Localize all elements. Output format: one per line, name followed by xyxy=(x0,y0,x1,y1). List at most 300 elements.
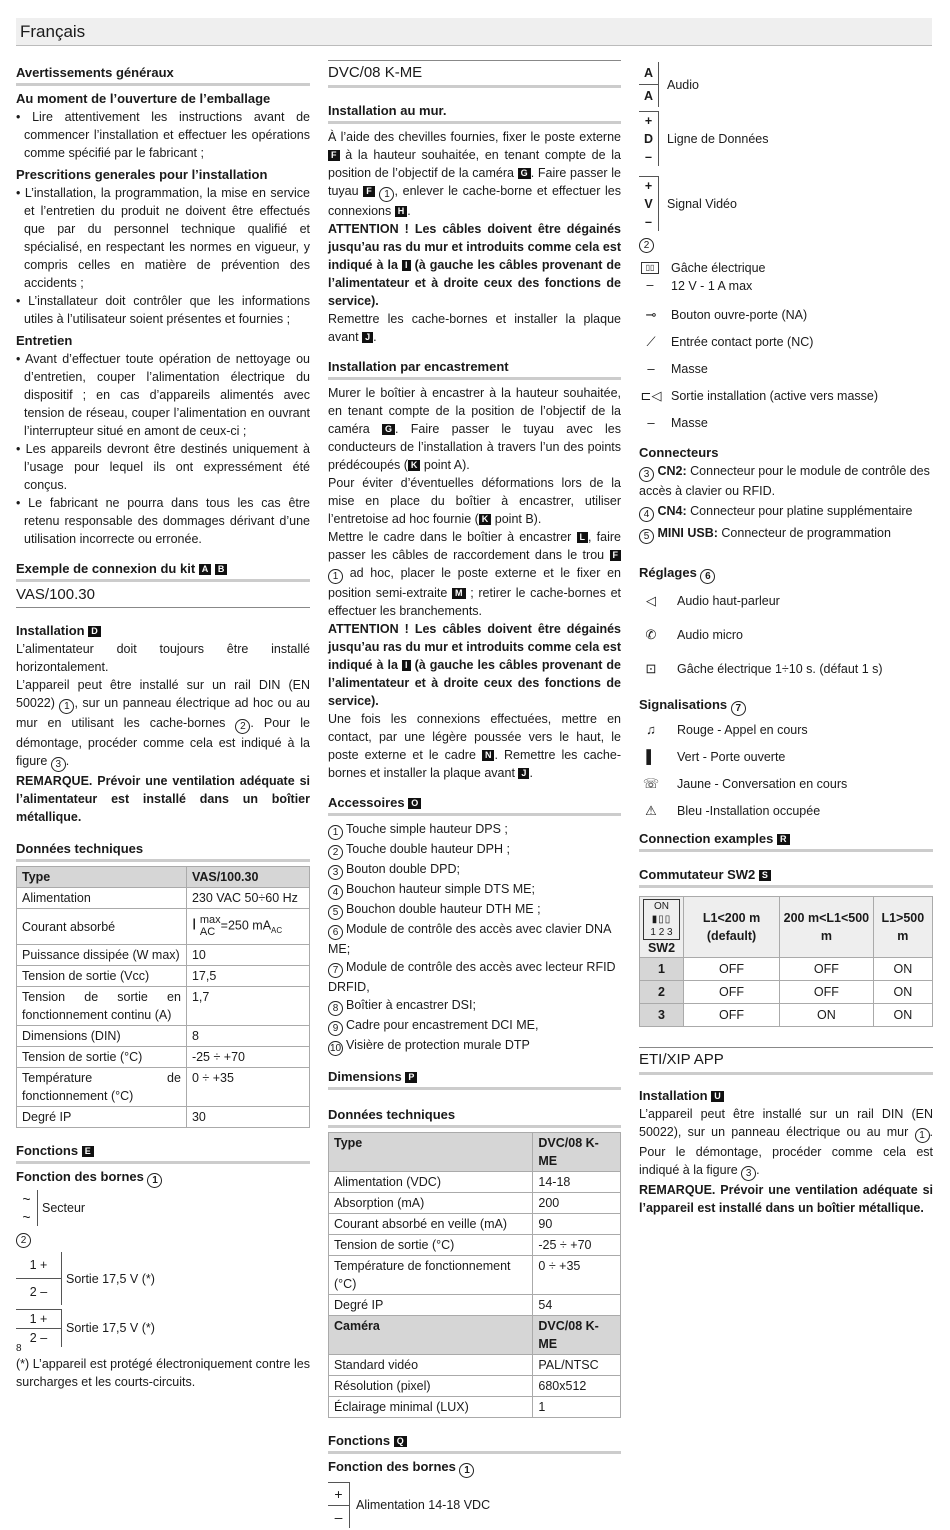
terminals-heading-2 xyxy=(328,1458,621,1478)
figure-tag: B xyxy=(215,564,228,575)
accessory-item xyxy=(328,860,621,880)
circled-number: 2 xyxy=(235,719,250,734)
flush-heading: Installation par encastrement xyxy=(328,358,621,380)
terminal-output-b xyxy=(16,1309,310,1347)
lock-icon: ⊡ xyxy=(645,661,657,676)
table-cell: Tension de sortie (°C) xyxy=(17,1047,187,1068)
accessories-heading-text: Accessoires xyxy=(328,795,405,810)
kit-heading-text: Exemple de connexion du kit xyxy=(16,561,196,576)
accessory-item xyxy=(328,840,621,860)
accessory-item xyxy=(328,920,621,958)
circled-number: 1 xyxy=(379,187,394,202)
text: Connecteur pour platine supplémentaire xyxy=(690,504,913,518)
signals-heading xyxy=(639,696,933,716)
circled-number: 1 xyxy=(459,1463,474,1478)
symbol-label: Masse xyxy=(671,415,708,430)
connectors-heading: Connecteurs xyxy=(639,445,719,460)
table-cell: 2 xyxy=(640,981,684,1004)
table-cell: ON xyxy=(873,958,932,981)
figure-tag: Q xyxy=(394,1436,407,1447)
circled-number: 7 xyxy=(731,701,746,716)
figure-tag: U xyxy=(711,1091,724,1102)
lock-icon: ▯▯ xyxy=(641,262,659,274)
text: CN2: xyxy=(657,464,687,478)
tilde-icon: ~ xyxy=(22,1191,31,1207)
table-cell: 30 xyxy=(186,1107,309,1128)
table-cell: Courant absorbé xyxy=(17,909,187,945)
dvc-title: DVC/08 K-ME xyxy=(328,60,621,88)
terminal-lock xyxy=(639,259,933,295)
bell-icon: ♫ xyxy=(646,721,656,737)
table-cell: OFF xyxy=(684,1004,780,1027)
symbol-label: Bouton ouvre-porte (NA) xyxy=(671,307,808,322)
terminal-symbol xyxy=(639,111,659,166)
table-cell: ON xyxy=(873,1004,932,1027)
text: , enlever le cache-borne et effectuer les connexions xyxy=(328,184,622,218)
text: – xyxy=(645,150,652,164)
list-item: • Avant d’effectuer toute opération de nettoyage ou d’entretien, couper l’alimentation électrique du dispositif ; en cas d’appareils alimentés avec tension de réseau, couper l’alimentation en ouvrant l’interrupteur situé en amont de ceux-ci ; xyxy=(16,350,310,440)
text: – xyxy=(646,278,654,292)
signal-row xyxy=(639,716,933,743)
figure-tag: F xyxy=(328,150,340,161)
signals-heading-text: Signalisations xyxy=(639,697,728,712)
switch-icon-cell xyxy=(640,897,684,958)
wall-text-2: Remettre les cache-bornes et installer la plaque avant J . xyxy=(328,312,621,344)
switch-table xyxy=(639,896,933,1027)
flush-text: Murer le boîtier à encastrer à la hauteur souhaitée, en tenant compte de la position de l’objectif de la caméra G . Faire passer le tuyau avec les conducteurs de l’installation à travers l’un des points prédécoupés ( K point A). xyxy=(328,386,621,472)
figure-tag: S xyxy=(759,870,771,881)
terminal-label: Sortie 17,5 V (*) xyxy=(66,1321,155,1335)
prescriptions-heading: Prescritions generales pour l’installation xyxy=(16,167,268,182)
circled-number: 4 xyxy=(328,885,343,900)
text: Connecteur pour le module de contrôle des accès à clavier ou RFID. xyxy=(639,464,930,498)
setting-label: Gâche électrique 1÷10 s. (défaut 1 s) xyxy=(677,662,883,676)
terminal-label: Secteur xyxy=(42,1201,86,1215)
table-cell: 1,7 xyxy=(186,987,309,1026)
signal-label: Bleu -Installation occupée xyxy=(677,803,821,818)
figure-tag: K xyxy=(408,460,421,471)
terminal-label: Sortie 17,5 V (*) xyxy=(66,1271,155,1286)
push-button-icon: ⊸ xyxy=(645,306,657,322)
signal-row xyxy=(639,770,933,797)
table-header: Caméra xyxy=(329,1316,533,1355)
accessory-item xyxy=(328,1036,621,1056)
text: L’alimentateur doit toujours être installé horizontalement. xyxy=(16,642,310,674)
accessory-label: Cadre pour encastrement DCI ME, xyxy=(346,1018,539,1032)
table-cell: 1 xyxy=(533,1397,621,1418)
text: 1 + xyxy=(16,1252,61,1279)
circled-number: 2 xyxy=(16,1233,31,1248)
signal-row xyxy=(639,743,933,770)
text: ; retirer le cache-bornes et effectuer les branchements. xyxy=(328,586,621,618)
accessory-label: Bouchon double hauteur DTH ME ; xyxy=(346,902,541,916)
door-icon: ▌ xyxy=(646,748,656,764)
tech-table xyxy=(16,866,310,1128)
page-header xyxy=(16,18,932,46)
table-cell: Standard vidéo xyxy=(329,1355,533,1376)
circled-number: 5 xyxy=(328,905,343,920)
list-item: • L’installation, la programmation, la mise en service et l’entretien du produit ne doivent être effectués que par du personnel technique qualifié et spécialisé, en respectant les normes en vigueur, y compris celles en matière de prévention des accidents ; xyxy=(16,184,310,292)
text: AC xyxy=(199,925,216,938)
table-header: DVC/08 K-ME xyxy=(533,1316,621,1355)
text: Faire passer le tuyau avec les conducteurs de l’installation à travers l’un des points prédécoupés ( xyxy=(328,422,621,472)
circled-number: 2 xyxy=(639,238,654,253)
installation-heading xyxy=(16,622,310,640)
column-middle xyxy=(328,60,621,1530)
text: 2 – xyxy=(29,1285,48,1299)
text: MINI USB: xyxy=(657,526,718,540)
table-cell: 17,5 xyxy=(186,966,309,987)
text: 1 2 3 xyxy=(650,927,673,938)
flush-text-4: Une fois les connexions effectuées, mettre en contact, par une légère poussée vers le haut, le poste externe et le cadre N . Remettre les cache-bornes et installer la plaque avant J . xyxy=(328,712,621,780)
text: ATTENTION ! Les câbles doivent être dégainés jusqu’au ras du mur et introduits comme cela est indiqué à la xyxy=(328,622,621,672)
eti-installation-text xyxy=(639,1105,933,1181)
ground-dash-icon: – xyxy=(647,414,655,430)
text: L’appareil peut être installé sur un rail DIN (EN 50022), sur un panneau électrique ou au mur xyxy=(639,1107,933,1139)
text: Mettre le cadre dans le boîtier à encastrer xyxy=(328,530,572,544)
talk-icon: ☏ xyxy=(642,775,660,791)
figure-tag: P xyxy=(405,1072,417,1083)
terminals-heading xyxy=(16,1168,310,1188)
figure-tag: N xyxy=(482,750,495,761)
table-cell: 10 xyxy=(186,945,309,966)
text: . xyxy=(756,1163,760,1177)
circled-number: 4 xyxy=(639,507,654,522)
switch-heading xyxy=(639,866,933,888)
unpack-heading: Au moment de l’ouverture de l’emballage xyxy=(16,91,271,106)
contact-icon: ⟋ xyxy=(646,333,656,349)
circled-number: 3 xyxy=(639,467,654,482)
accessory-item xyxy=(328,1016,621,1036)
text: . Pour le démontage, procéder comme cela est indiqué à la figure xyxy=(639,1125,934,1177)
accessory-label: Module de contrôle des accès avec lecteur RFID DRFID, xyxy=(328,960,616,994)
table-header: VAS/100.30 xyxy=(186,867,309,888)
text: – xyxy=(645,215,652,229)
table-cell: Température de fonctionnement (°C) xyxy=(17,1068,187,1107)
table-cell: Tension de sortie (°C) xyxy=(329,1235,533,1256)
table-cell: 14-18 xyxy=(533,1172,621,1193)
table-header: 200 m<L1<500 m xyxy=(780,897,874,958)
figure-tag: M xyxy=(452,588,466,599)
accessory-label: Touche simple hauteur DPS ; xyxy=(346,822,508,836)
installation-note: REMARQUE. Prévoir une ventilation adéquate si l’alimentateur est installé dans un boîtier métallique. xyxy=(16,774,310,824)
dip-switch-slots: ▮▯▯ xyxy=(651,914,672,925)
text: . Remettre les cache-bornes et installer la plaque avant xyxy=(328,748,621,780)
terminal-label: Alimentation 14-18 VDC xyxy=(356,1498,491,1512)
connection-examples-heading xyxy=(639,830,933,852)
figure-tag: O xyxy=(408,798,421,809)
table-cell: 3 xyxy=(640,1004,684,1027)
figure-tag: J xyxy=(518,768,529,779)
connector-item xyxy=(639,502,933,522)
figure-tag: I xyxy=(402,660,411,671)
accessory-label: Visière de protection murale DTP xyxy=(346,1038,530,1052)
text: CN4: xyxy=(657,504,687,518)
circled-number: 3 xyxy=(51,757,66,772)
text: . xyxy=(65,754,70,768)
table-cell: PAL/NTSC xyxy=(533,1355,621,1376)
flush-text-2 xyxy=(328,474,621,528)
accessory-label: Touche double hauteur DPH ; xyxy=(346,842,510,856)
footnote: (*) L’appareil est protégé électroniquement contre les surcharges et les courts-circuits. xyxy=(16,1357,310,1389)
text: 1 + xyxy=(16,1309,61,1329)
accessory-label: Module de contrôle des accès avec clavier DNA ME; xyxy=(328,922,611,956)
terminal-symbol xyxy=(639,260,661,294)
figure-tag: F xyxy=(610,550,622,561)
table-header: DVC/08 K-ME xyxy=(533,1133,621,1172)
text: (à gauche les câbles provenant de l’alimentateur et à droite ceux des fonctions de service). xyxy=(328,258,621,308)
kit-heading xyxy=(16,560,310,582)
circled-number: 9 xyxy=(328,1021,343,1036)
list-item: • L’installateur doit contrôler que les informations utiles à l’utilisateur soient présentes et fournies ; xyxy=(16,292,310,328)
table-cell: Absorption (mA) xyxy=(329,1193,533,1214)
dip-switch-icon xyxy=(643,899,680,940)
terminal-label xyxy=(671,259,766,295)
tilde-icon: ~ xyxy=(22,1209,31,1225)
text: SW2 xyxy=(647,941,676,955)
text: max xyxy=(199,913,221,926)
circled-number: 6 xyxy=(700,569,715,584)
figure-tag: D xyxy=(88,626,101,637)
table-cell: 0 ÷ +35 xyxy=(186,1068,309,1107)
table-cell: 0 ÷ +35 xyxy=(533,1256,621,1295)
installation-text xyxy=(16,640,310,772)
symbol-label: Sortie installation (active vers masse) xyxy=(671,388,879,403)
text: Installation xyxy=(639,1088,708,1103)
circled-number: 1 xyxy=(147,1173,162,1188)
text: 2 – xyxy=(29,1331,48,1345)
circled-number: 7 xyxy=(328,963,343,978)
figure-tag: H xyxy=(395,206,408,217)
circled-number: 1 xyxy=(328,569,343,584)
switch-heading-text: Commutateur SW2 xyxy=(639,867,756,882)
eti-installation-heading xyxy=(639,1087,933,1105)
accessory-label: Bouton double DPD; xyxy=(346,862,460,876)
settings-heading-text: Réglages xyxy=(639,565,697,580)
symbol-row xyxy=(639,328,933,355)
table-header: L1>500 m xyxy=(873,897,932,958)
signal-label: Rouge - Appel en cours xyxy=(677,722,808,737)
text: V xyxy=(644,197,653,211)
text: + xyxy=(639,176,658,195)
wall-attention xyxy=(328,220,621,310)
table-cell: 90 xyxy=(533,1214,621,1235)
table-cell: Tension de sortie en fonctionnement continu (A) xyxy=(17,987,187,1026)
list-item: • Lire attentivement les instructions avant de commencer l’installation et effectuer les opérations comme spécifié par le fabricant ; xyxy=(16,108,310,162)
text: 12 V - 1 A max xyxy=(671,279,753,293)
mic-icon: ✆ xyxy=(645,627,657,642)
terminal-output-a xyxy=(16,1252,310,1305)
figure-tag: K xyxy=(479,514,492,525)
accessories-heading xyxy=(328,794,621,816)
text: – xyxy=(334,1509,343,1525)
table-cell: OFF xyxy=(780,958,874,981)
ground-dash-icon: – xyxy=(647,360,655,376)
table-cell: 8 xyxy=(186,1026,309,1047)
figure-tag: L xyxy=(577,532,589,543)
text: =250 mA xyxy=(220,917,272,932)
terminal-label: Signal Vidéo xyxy=(667,196,737,211)
table-header: Type xyxy=(17,867,187,888)
setting-row xyxy=(639,652,933,686)
list-item: • Les appareils devront être destinés uniquement à l’usage pour lequel ils ont expressément été conçus. xyxy=(16,440,310,494)
busy-icon: ⚠ xyxy=(645,802,657,818)
accessory-item xyxy=(328,996,621,1016)
terminal-label: Audio xyxy=(667,77,699,92)
accessories-list xyxy=(328,820,621,1056)
symbol-label: Entrée contact porte (NC) xyxy=(671,334,814,349)
accessory-item xyxy=(328,958,621,996)
circled-number: 1 xyxy=(59,699,74,714)
settings-heading xyxy=(639,564,933,584)
text: Connecteur de programmation xyxy=(721,526,891,540)
text: ad hoc, placer le poste externe et le fixer en position semi-extraite xyxy=(328,566,621,600)
wall-text xyxy=(328,128,621,220)
language-title: Français xyxy=(20,22,86,41)
functions-heading-2 xyxy=(328,1432,621,1454)
table-cell: Dimensions (DIN) xyxy=(17,1026,187,1047)
dimensions-heading-text: Dimensions xyxy=(328,1069,402,1084)
functions-heading-text: Fonctions xyxy=(328,1433,391,1448)
table-cell: 230 VAC 50÷60 Hz xyxy=(186,888,309,909)
text: (à gauche les câbles provenant de l’alimentateur et à droite ceux des fonctions de service). xyxy=(328,658,621,708)
connection-examples-text: Connection examples xyxy=(639,831,774,846)
setting-row xyxy=(639,618,933,652)
circled-number: 3 xyxy=(328,865,343,880)
text: A xyxy=(639,62,658,85)
terminal-symbol xyxy=(16,1309,62,1347)
eti-note: REMARQUE. Prévoir une ventilation adéquate si l’appareil est installé dans un boîtier métallique. xyxy=(639,1183,933,1215)
setting-label: Audio haut-parleur xyxy=(677,594,780,608)
circled-number: 5 xyxy=(639,529,654,544)
circled-number: 6 xyxy=(328,925,343,940)
page-number: 8 xyxy=(16,1343,22,1354)
table-cell: 680x512 xyxy=(533,1376,621,1397)
table-cell: ON xyxy=(780,1004,874,1027)
text: point B). xyxy=(494,512,542,526)
text: Pour éviter d’éventuelles déformations lors de la mise en place du boîtier à encastrer, utiliser l’entretoise ad hoc fournie ( xyxy=(328,476,621,526)
tech-table-2 xyxy=(328,1132,621,1418)
text: + xyxy=(328,1482,349,1506)
text: Remettre les cache-bornes et installer la plaque avant xyxy=(328,312,621,344)
text: Une fois les connexions effectuées, mettre en contact, par une légère poussée vers le haut, le poste externe et le cadre xyxy=(328,712,621,762)
circled-number: 3 xyxy=(741,1166,756,1181)
table-cell: Résolution (pixel) xyxy=(329,1376,533,1397)
terminal-label: Ligne de Données xyxy=(667,131,769,146)
table-cell: OFF xyxy=(684,958,780,981)
table-cell: Degré IP xyxy=(17,1107,187,1128)
terminal-data xyxy=(639,111,933,166)
table-cell: Puissance dissipée (W max) xyxy=(17,945,187,966)
eti-title: ETI/XIP APP xyxy=(639,1047,933,1075)
connector-item xyxy=(639,524,933,544)
table-cell: Courant absorbé en veille (mA) xyxy=(329,1214,533,1235)
table-cell: 54 xyxy=(533,1295,621,1316)
terminal-symbol xyxy=(16,1190,38,1226)
symbol-row xyxy=(639,301,933,328)
list-item: • Le fabricant ne pourra dans tous les cas être retenu responsable des dommages dérivant d’une utilisation incorrecte ou erronée. xyxy=(16,494,310,548)
text: AC xyxy=(271,925,283,935)
terminal-symbol xyxy=(328,1482,350,1528)
symbol-row xyxy=(639,355,933,382)
horn-icon: ⊏◁ xyxy=(640,387,662,403)
figure-tag: E xyxy=(82,1146,94,1157)
accessory-item xyxy=(328,880,621,900)
signal-label: Jaune - Conversation en cours xyxy=(677,776,848,791)
functions-heading xyxy=(16,1142,310,1164)
table-header: L1<200 m (default) xyxy=(684,897,780,958)
text: . Faire passer le tuyau xyxy=(328,166,621,198)
accessory-label: Boîtier à encastrer DSI; xyxy=(346,998,476,1012)
terminal-video xyxy=(639,176,933,231)
speaker-icon: ◁ xyxy=(646,593,656,608)
installation-heading-text: Installation xyxy=(16,623,85,638)
current-sub xyxy=(200,914,221,938)
symbol-label: Masse xyxy=(671,361,708,376)
table-cell: Alimentation xyxy=(17,888,187,909)
figure-tag: A xyxy=(199,564,212,575)
text: à la hauteur souhaitée, en tenant compte de la position de l’objectif de la caméra xyxy=(328,148,621,180)
tech-heading-2: Données techniques xyxy=(328,1106,621,1128)
accessory-label: Bouchon hauteur simple DTS ME; xyxy=(346,882,535,896)
text: A xyxy=(643,89,654,103)
figure-tag: J xyxy=(362,332,373,343)
table-cell: -25 ÷ +70 xyxy=(533,1235,621,1256)
figure-tag: I xyxy=(402,260,411,271)
accessory-item xyxy=(328,820,621,840)
table-cell: Alimentation (VDC) xyxy=(329,1172,533,1193)
text: point A). xyxy=(423,458,470,472)
setting-label: Audio micro xyxy=(677,628,743,642)
connector-item xyxy=(639,462,933,500)
setting-row xyxy=(639,584,933,618)
vas-title: VAS/100.30 xyxy=(16,586,310,608)
table-cell: Degré IP xyxy=(329,1295,533,1316)
table-cell xyxy=(186,909,309,945)
text: ATTENTION ! Les câbles doivent être dégainés jusqu’au ras du mur et introduits comme cela est indiqué à la xyxy=(328,222,621,272)
text: ON xyxy=(654,901,669,912)
text: Gâche électrique xyxy=(671,261,766,275)
terminal-symbol xyxy=(16,1252,62,1305)
table-cell: Température de fonctionnement (°C) xyxy=(329,1256,533,1295)
accessory-item xyxy=(328,900,621,920)
tech-heading: Données techniques xyxy=(16,840,310,862)
terminal-audio xyxy=(639,62,933,107)
terminals-heading-text: Fonction des bornes xyxy=(328,1459,456,1474)
circled-number: 2 xyxy=(328,845,343,860)
functions-heading-text: Fonctions xyxy=(16,1143,79,1158)
flush-attention xyxy=(328,620,621,710)
table-cell: ON xyxy=(873,981,932,1004)
figure-tag: G xyxy=(518,168,531,179)
column-left xyxy=(16,60,310,1391)
text: L’appareil peut être installé sur un rail DIN (EN 50022) xyxy=(16,678,310,710)
text: + xyxy=(639,111,658,130)
signal-label: Vert - Porte ouverte xyxy=(677,749,786,764)
figure-tag: R xyxy=(777,834,790,845)
table-cell: Tension de sortie (Vcc) xyxy=(17,966,187,987)
circled-number: 1 xyxy=(915,1128,930,1143)
terminal-symbol xyxy=(639,62,659,107)
table-cell: Éclairage minimal (LUX) xyxy=(329,1397,533,1418)
table-cell: OFF xyxy=(684,981,780,1004)
current-symbol: I xyxy=(191,915,197,933)
maintenance-heading: Entretien xyxy=(16,333,73,348)
symbol-row xyxy=(639,409,933,436)
circled-number: 10 xyxy=(329,1043,342,1054)
circled-number: 8 xyxy=(328,1001,343,1016)
circled-number: 1 xyxy=(328,825,343,840)
